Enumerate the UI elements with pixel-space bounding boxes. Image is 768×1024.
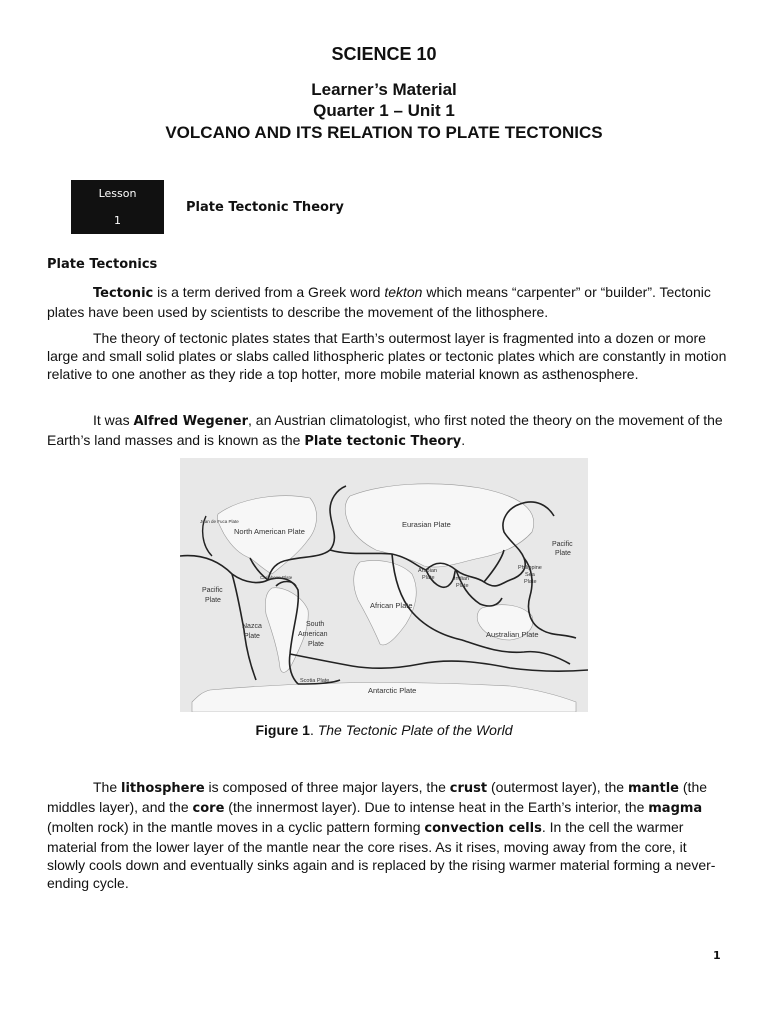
term-crust: crust — [449, 781, 488, 796]
term-tekton: tekton — [384, 284, 423, 300]
quarter-unit-subtitle: Quarter 1 – Unit 1 — [313, 101, 455, 120]
lesson-number: 1 — [114, 214, 121, 227]
paragraph-tectonic-definition: Tectonic is a term derived from a Greek word tekton which means “carpenter” or “builder”. Tectonic plates have been used by scientists to describe the movement of the lithosphere. — [47, 284, 711, 320]
label-caribbean: Caribbean Plate — [260, 575, 293, 580]
figure-label: Figure 1 — [255, 722, 310, 738]
label-philippine-3: Plate — [524, 579, 537, 585]
label-nazca-1: Nazca — [242, 623, 262, 630]
label-south-american-1: South — [306, 621, 325, 628]
tectonic-plate-map — [180, 458, 588, 712]
label-north-american-plate: North American Plate — [234, 527, 305, 536]
label-eurasian-plate: Eurasian Plate — [402, 520, 451, 529]
lesson-title: Plate Tectonic Theory — [186, 200, 344, 215]
subject-title: SCIENCE 10 — [331, 44, 437, 64]
label-philippine-2: Sea — [525, 572, 535, 578]
material-subtitle: Learner’s Material — [311, 80, 457, 99]
label-scotia-plate: Scotia Plate — [300, 678, 330, 684]
term-magma: magma — [648, 801, 703, 816]
term-lithosphere: lithosphere — [121, 781, 205, 796]
label-arabian-1: Arabian — [418, 568, 437, 574]
label-arabian-2: Plate — [422, 575, 435, 581]
unit-title: VOLCANO AND ITS RELATION TO PLATE TECTONICS — [165, 123, 603, 142]
label-australian-plate: Australian Plate — [486, 630, 539, 639]
term-core: core — [192, 801, 225, 816]
lesson-badge — [71, 180, 164, 234]
label-pacific-east-2: Plate — [555, 550, 571, 557]
label-indian-2: Plate — [456, 583, 469, 589]
paragraph-wegener: It was Alfred Wegener, an Austrian climatologist, who first noted the theory on the movement of the Earth’s land masses and is known as the Plate tectonic Theory. — [47, 412, 723, 449]
term-tectonic: Tectonic — [93, 286, 154, 301]
term-convection-cells: convection cells — [424, 821, 542, 836]
label-philippine-1: Philippine — [518, 565, 542, 571]
label-pacific-east-1: Pacific — [552, 541, 573, 548]
label-african-plate: African Plate — [370, 601, 413, 610]
label-south-american-3: Plate — [308, 641, 324, 648]
page-number: 1 — [713, 949, 721, 962]
label-antarctic-plate: Antarctic Plate — [368, 686, 417, 695]
lesson-label: Lesson — [98, 187, 137, 200]
label-south-american-2: American — [298, 631, 328, 638]
term-plate-tectonic-theory: Plate tectonic Theory — [304, 434, 462, 449]
label-indian-1: Indian — [454, 576, 469, 582]
term-mantle: mantle — [627, 781, 679, 796]
paragraph-theory: The theory of tectonic plates states that Earth’s outermost layer is fragmented into a dozen or more large and small solid plates or slabs called lithospheric plates or tectonic plates which are constantly in motion relative to one another as they ride a top hotter, more mobile material known as asthenosphere. — [47, 330, 727, 382]
figure-caption-text: The Tectonic Plate of the World — [317, 722, 513, 738]
label-juan-de-fuca: Juan de Fuca Plate — [200, 519, 239, 524]
person-wegener: Alfred Wegener — [133, 414, 248, 429]
section-heading: Plate Tectonics — [47, 257, 158, 272]
label-pacific-west-2: Plate — [205, 597, 221, 604]
paragraph-lithosphere: The lithosphere is composed of three major layers, the crust (outermost layer), the mantle (the middles layer), and the core (the innermost layer). Due to intense heat in the Earth’s interior, the magma (molten rock) in the mantle moves in a cyclic pattern forming convection cells. In the cell the warmer material from the lower layer of the mantle near the core rises. As it rises, moving away from the core, it slowly cools down and eventually sinks again and is replaced by the rising warmer material forming a never-ending cycle. — [47, 779, 716, 891]
figure-caption: Figure 1. The Tectonic Plate of the World — [255, 722, 513, 738]
label-nazca-2: Plate — [244, 633, 260, 640]
label-pacific-west-1: Pacific — [202, 587, 223, 594]
